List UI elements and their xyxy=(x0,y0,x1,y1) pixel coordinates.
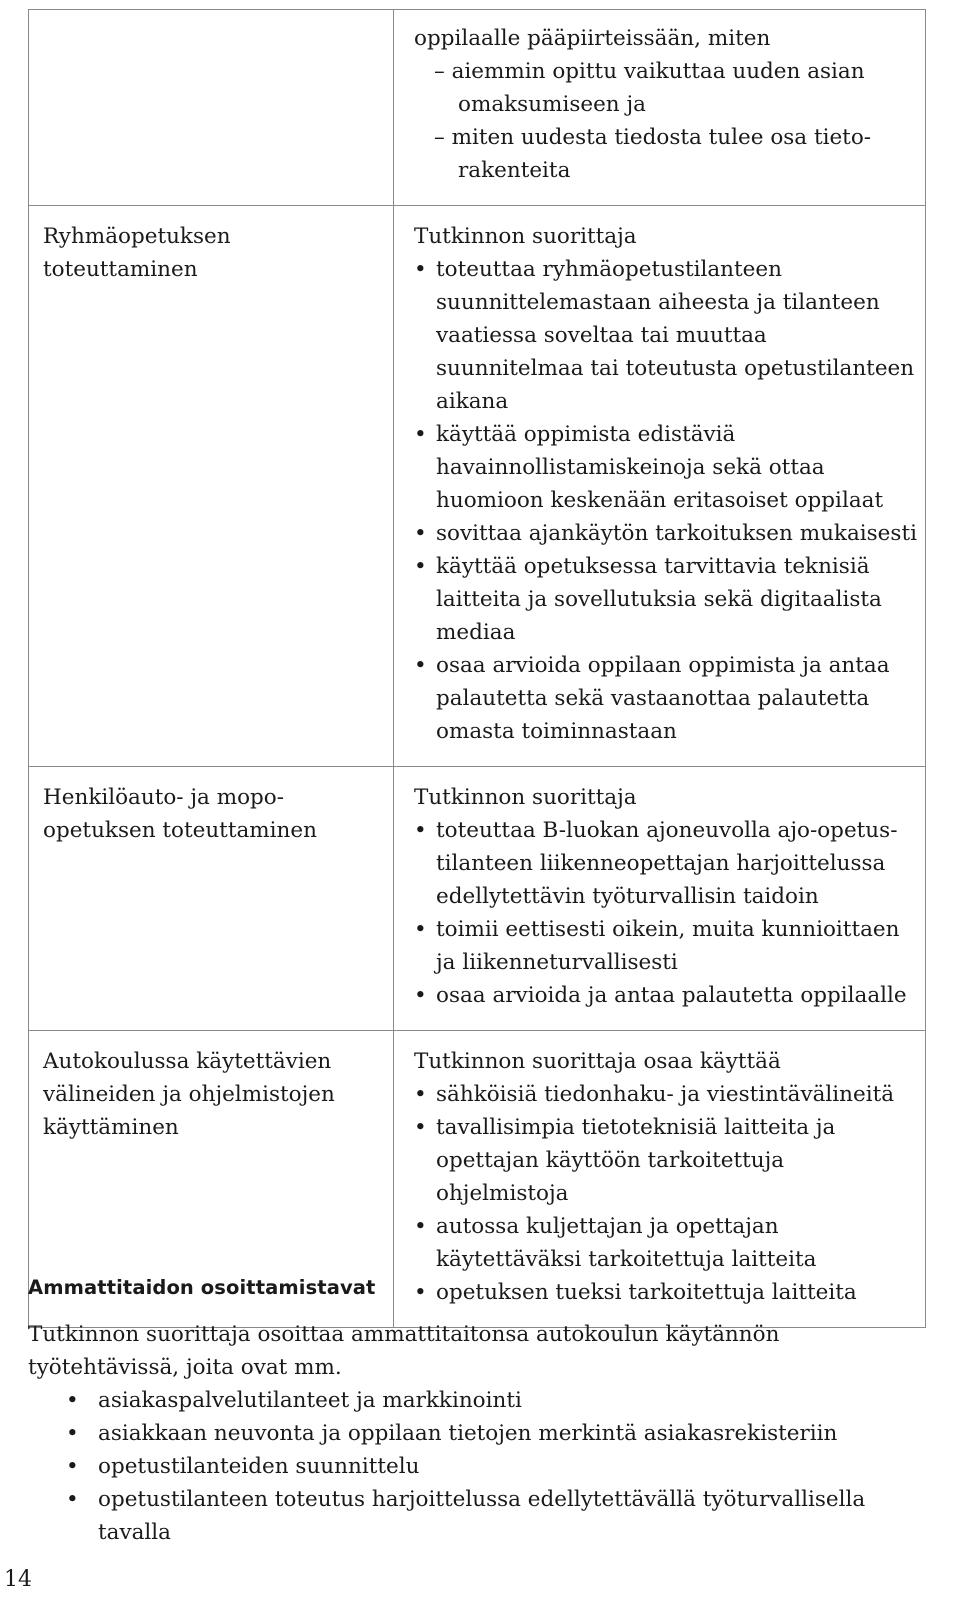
competence-table xyxy=(28,9,926,1328)
list-item: • autossa kuljettajan ja opettajan käytettäväksi tarkoitettuja laitteita xyxy=(414,1210,917,1276)
list-item: • toteuttaa ryhmäopetustilanteen suunnittelemastaan aiheesta ja tilanteen vaatiessa soveltaa tai muuttaa suunnitelmaa tai toteutusta opetustilanteen aikana xyxy=(414,253,917,418)
row-content xyxy=(394,767,926,1031)
section-heading: Ammattitaidon osoittamistavat xyxy=(28,1276,376,1299)
bullet-list xyxy=(414,1078,917,1309)
row-label-driving-teaching xyxy=(29,767,394,1031)
page-number: 14 xyxy=(4,1567,32,1592)
table-row xyxy=(29,206,926,767)
row-0-label-cell xyxy=(29,10,394,206)
list-item: • opetuksen tueksi tarkoitettuja laitteita xyxy=(414,1276,917,1309)
list-item: • toimii eettisesti oikein, muita kunnioittaen ja liikenneturvallisesti xyxy=(414,913,917,979)
list-item: • käyttää oppimista edistäviä havainnollistamiskeinoja sekä ottaa huomioon keskenään eritasoiset oppilaat xyxy=(414,418,917,517)
dash-item: – miten uudesta tiedosta tulee osa tieto- xyxy=(434,125,872,150)
section-body xyxy=(28,1318,928,1549)
row-label: Ryhmäopetuksen toteuttaminen xyxy=(43,224,231,282)
content-line: oppilaalle pääpiirteissään, miten xyxy=(414,26,771,51)
row-label: Henkilöauto- ja mopo- opetuksen toteuttaminen xyxy=(43,785,317,843)
list-item: • asiakkaan neuvonta ja oppilaan tietojen merkintä asiakasrekisteriin xyxy=(28,1417,928,1450)
list-item: • asiakaspalvelutilanteet ja markkinointi xyxy=(28,1384,928,1417)
list-item: • sähköisiä tiedonhaku- ja viestintävälineitä xyxy=(414,1078,917,1111)
bullet-list xyxy=(414,814,917,1012)
row-intro: Tutkinnon suorittaja xyxy=(414,224,637,249)
list-item: • sovittaa ajankäytön tarkoituksen mukaisesti xyxy=(414,517,917,550)
section-bullet-list xyxy=(28,1384,928,1549)
row-0-content-cell xyxy=(394,10,926,206)
row-intro: Tutkinnon suorittaja osaa käyttää xyxy=(414,1049,781,1074)
list-item: • osaa arvioida oppilaan oppimista ja antaa palautetta sekä vastaanottaa palautetta omasta toiminnastaan xyxy=(414,649,917,748)
list-item: • opetustilanteiden suunnittelu xyxy=(28,1450,928,1483)
table-row xyxy=(29,767,926,1031)
list-item: • opetustilanteen toteutus harjoittelussa edellytettävällä työturvallisella tavalla xyxy=(28,1483,928,1549)
section-paragraph: Tutkinnon suorittaja osoittaa ammattitaitonsa autokoulun käytännön työtehtävissä, joita ovat mm. xyxy=(28,1322,780,1380)
dash-item-continuation: rakenteita xyxy=(458,158,571,183)
list-item: • käyttää opetuksessa tarvittavia teknisiä laitteita ja sovellutuksia sekä digitaalista mediaa xyxy=(414,550,917,649)
row-intro: Tutkinnon suorittaja xyxy=(414,785,637,810)
table-row xyxy=(29,10,926,206)
list-item: • toteuttaa B-luokan ajoneuvolla ajo-opetus-tilanteen liikenneopettajan harjoittelussa edellytettävin työturvallisin taidoin xyxy=(414,814,917,913)
row-content xyxy=(394,206,926,767)
dash-item-continuation: omaksumiseen ja xyxy=(458,92,646,117)
list-item: • tavallisimpia tietoteknisiä laitteita ja opettajan käyttöön tarkoitettuja ohjelmistoja xyxy=(414,1111,917,1210)
bullet-list xyxy=(414,253,917,748)
list-item: • osaa arvioida ja antaa palautetta oppilaalle xyxy=(414,979,917,1012)
row-content xyxy=(394,1031,926,1328)
row-label-group-teaching xyxy=(29,206,394,767)
row-label: Autokoulussa käytettävien välineiden ja ohjelmistojen käyttäminen xyxy=(43,1049,335,1140)
dash-item: – aiemmin opittu vaikuttaa uuden asian xyxy=(434,59,865,84)
